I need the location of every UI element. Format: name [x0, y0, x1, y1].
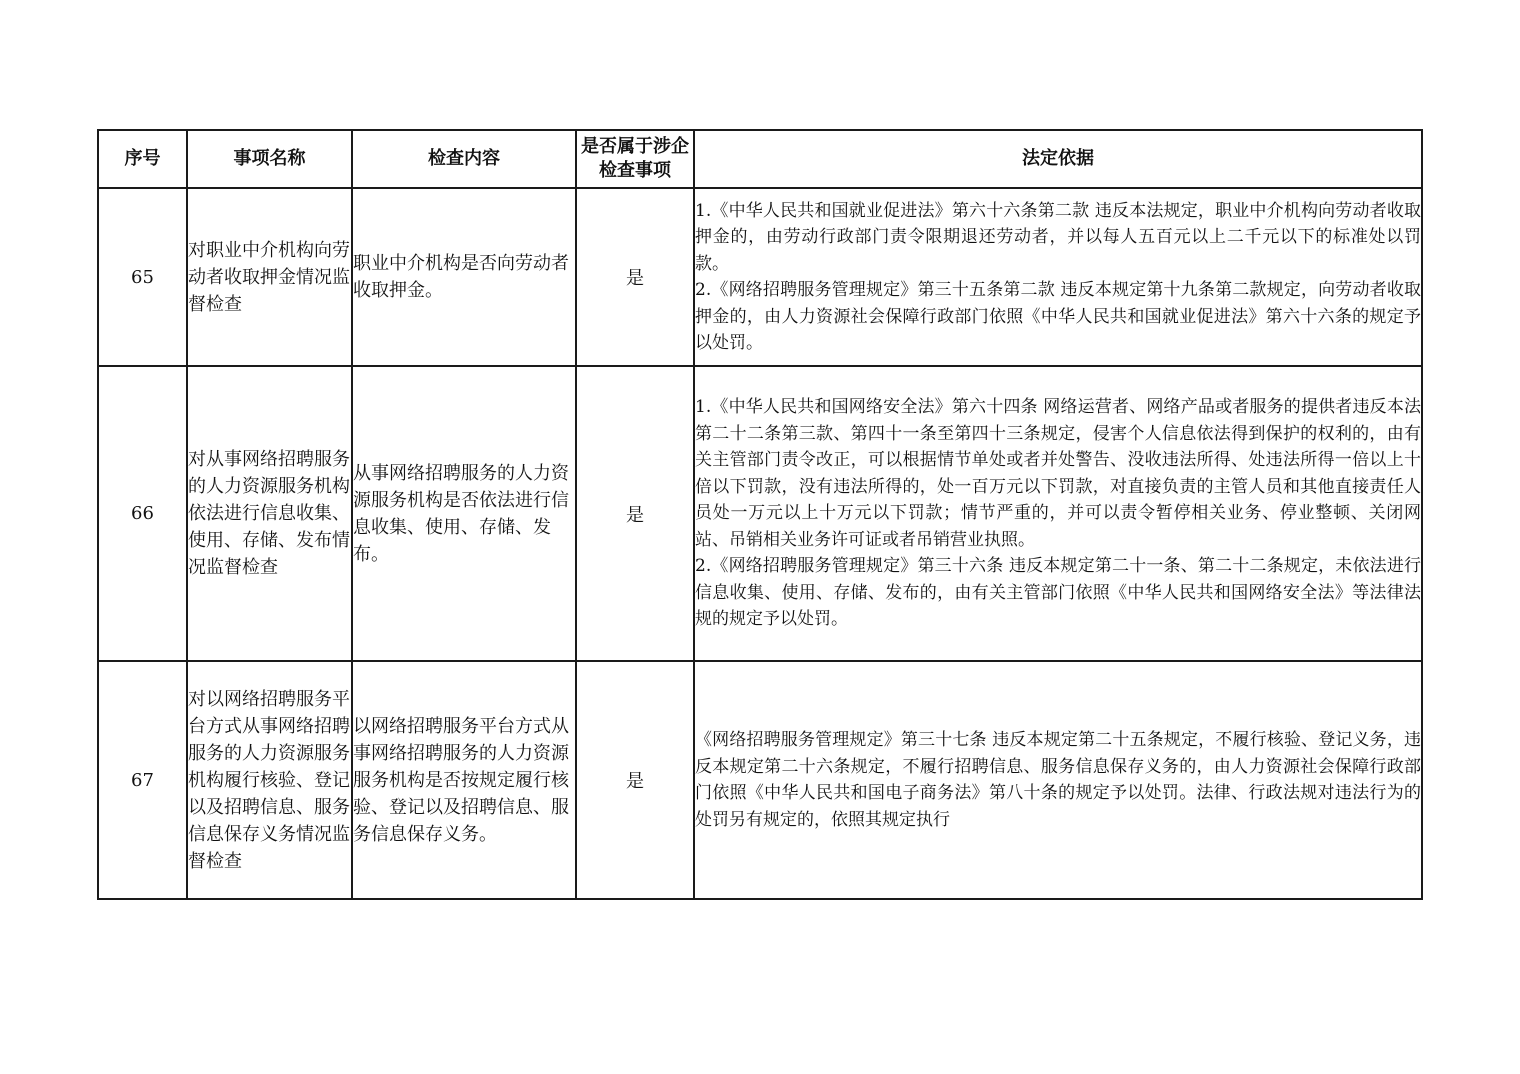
- row-seq: 65: [98, 188, 187, 366]
- row-seq: 66: [98, 366, 187, 661]
- header-legal-basis: 法定依据: [694, 130, 1422, 188]
- row-enterprise-related: 是: [576, 661, 694, 899]
- row-item-name: 对以网络招聘服务平台方式从事网络招聘服务的人力资源服务机构履行核验、登记以及招聘信息、服务信息保存义务情况监督检查: [187, 661, 352, 899]
- legal-basis-clause: 1.《中华人民共和国网络安全法》第六十四条 网络运营者、网络产品或者服务的提供者违反本法第二十二条第三款、第四十一条至第四十三条规定，侵害个人信息依法得到保护的权利的，由有关主管部门责令改正，可以根据情节单处或者并处警告、没收违法所得、处违法所得一倍以上十倍以下罚款，没有违法所得的，处一百万元以下罚款，对直接负责的主管人员和其他直接责任人员处一万元以上十万元以下罚款；情节严重的，并可以责令暂停相关业务、停业整顿、关闭网站、吊销相关业务许可证或者吊销营业执照。: [695, 397, 1421, 550]
- table-header-row: [98, 130, 1422, 188]
- legal-basis-clause: 2.《网络招聘服务管理规定》第三十六条 违反本规定第二十一条、第二十二条规定，未依法进行信息收集、使用、存储、发布的，由有关主管部门依照《中华人民共和国网络安全法》等法律法规的规定予以处罚。: [695, 556, 1421, 630]
- legal-basis-clause: 2.《网络招聘服务管理规定》第三十五条第二款 违反本规定第十九条第二款规定，向劳动者收取押金的，由人力资源社会保障行政部门依照《中华人民共和国就业促进法》第六十六条的规定予以处罚。: [695, 280, 1421, 353]
- inspection-items-table: [97, 129, 1423, 900]
- table-row: [98, 188, 1422, 366]
- table-row: [98, 366, 1422, 661]
- row-legal-basis: [694, 188, 1422, 366]
- row-enterprise-related: 是: [576, 366, 694, 661]
- row-inspection-content: 从事网络招聘服务的人力资源服务机构是否依法进行信息收集、使用、存储、发布。: [352, 366, 576, 661]
- legal-basis-clause: 《网络招聘服务管理规定》第三十七条 违反本规定第二十五条规定，不履行核验、登记义务，违反本规定第二十六条规定，不履行招聘信息、服务信息保存义务的，由人力资源社会保障行政部门依照《中华人民共和国电子商务法》第八十条的规定予以处罚。法律、行政法规对违法行为的处罚另有规定的，依照其规定执行: [695, 730, 1421, 830]
- row-item-name: 对从事网络招聘服务的人力资源服务机构依法进行信息收集、使用、存储、发布情况监督检查: [187, 366, 352, 661]
- table-row: [98, 661, 1422, 899]
- header-enterprise-related: 是否属于涉企检查事项: [576, 130, 694, 188]
- header-seq: 序号: [98, 130, 187, 188]
- legal-basis-clause: 1.《中华人民共和国就业促进法》第六十六条第二款 违反本法规定，职业中介机构向劳动者收取押金的，由劳动行政部门责令限期退还劳动者，并以每人五百元以上二千元以下的标准处以罚款。: [695, 200, 1421, 274]
- row-legal-basis: [694, 366, 1422, 661]
- row-seq: 67: [98, 661, 187, 899]
- row-inspection-content: 以网络招聘服务平台方式从事网络招聘服务的人力资源服务机构是否按规定履行核验、登记以及招聘信息、服务信息保存义务。: [352, 661, 576, 899]
- row-inspection-content: 职业中介机构是否向劳动者收取押金。: [352, 188, 576, 366]
- row-enterprise-related: 是: [576, 188, 694, 366]
- header-item-name: 事项名称: [187, 130, 352, 188]
- header-inspection-content: 检查内容: [352, 130, 576, 188]
- row-item-name: 对职业中介机构向劳动者收取押金情况监督检查: [187, 188, 352, 366]
- row-legal-basis: [694, 661, 1422, 899]
